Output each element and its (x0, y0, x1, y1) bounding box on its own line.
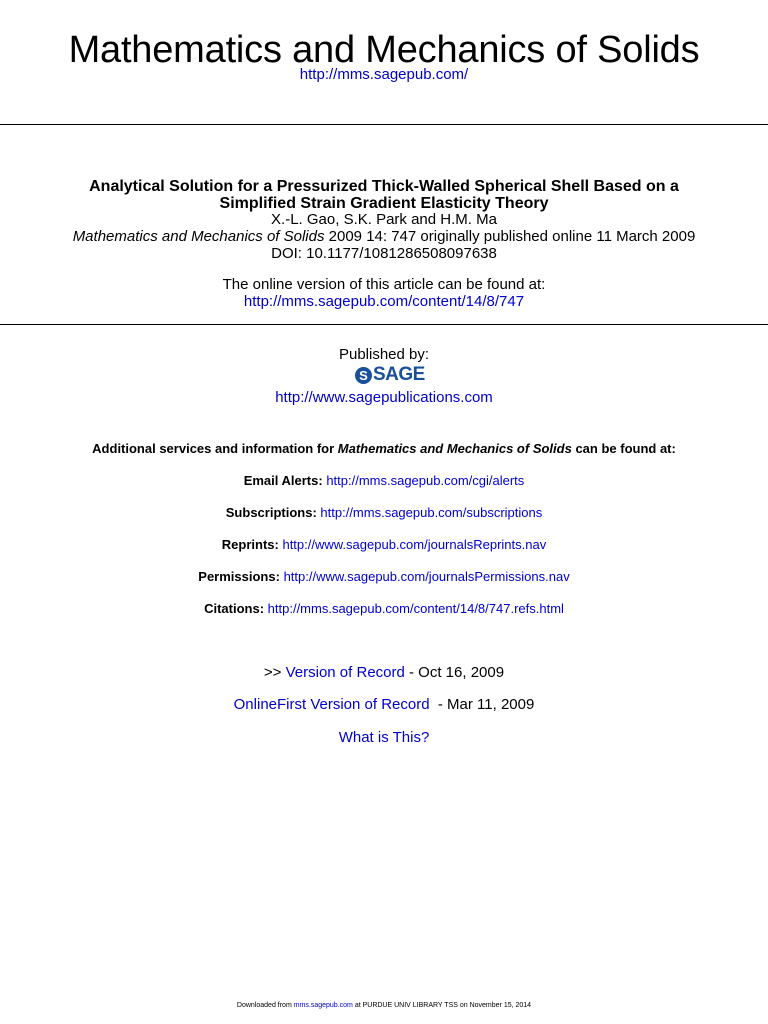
article-title (0, 178, 768, 212)
services-intro (0, 441, 768, 457)
citations-row (0, 601, 768, 617)
email-alerts-row (0, 473, 768, 489)
article-title-line-1: Analytical Solution for a Pressurized Thick-Walled Spherical Shell Based on a (89, 178, 679, 195)
version-of-record-row (0, 664, 768, 682)
services-intro-suffix: can be found at: (571, 441, 676, 456)
reprints-label: Reprints: (221, 537, 279, 552)
footer-suffix: at PURDUE UNIV LIBRARY TSS on November 15, 2014 (352, 1002, 532, 1009)
email-alerts-link[interactable]: http://mms.sagepub.com/cgi/alerts (326, 473, 525, 488)
publisher-url-row (0, 389, 768, 406)
subscriptions-row (0, 505, 768, 521)
what-is-this-row (0, 729, 768, 747)
article-authors: X.-L. Gao, S.K. Park and H.M. Ma (271, 211, 497, 228)
citations-link[interactable]: http://mms.sagepub.com/content/14/8/747.refs.html (267, 601, 564, 616)
online-version-link[interactable]: http://mms.sagepub.com/content/14/8/747 (243, 293, 525, 310)
citation-journal: Mathematics and Mechanics of Solids (72, 228, 325, 245)
onlinefirst-link[interactable]: OnlineFirst Version of Record (233, 696, 430, 713)
sage-logo-wordmark: SAGE (373, 364, 425, 385)
article-doi: DOI: 10.1177/1081286508097638 (271, 245, 497, 262)
sage-logo-icon: S (355, 367, 372, 384)
publisher-url-link[interactable]: http://www.sagepublications.com (275, 389, 493, 406)
citation-details: 2009 14: 747 originally published online 11 March 2009 (324, 228, 696, 245)
article-title-line-2: Simplified Strain Gradient Elasticity Theory (219, 195, 549, 212)
version-prefix: >> (263, 664, 286, 681)
citations-label: Citations: (204, 601, 265, 616)
journal-url-row (0, 66, 768, 84)
permissions-label: Permissions: (198, 569, 280, 584)
version-of-record-date: - Oct 16, 2009 (404, 664, 505, 681)
subscriptions-link[interactable]: http://mms.sagepub.com/subscriptions (320, 505, 543, 520)
footer-prefix: Downloaded from (236, 1002, 294, 1009)
download-footer (0, 1001, 768, 1010)
permissions-row (0, 569, 768, 585)
services-intro-prefix: Additional services and information for (92, 441, 338, 456)
top-divider (0, 124, 768, 125)
version-of-record-link[interactable]: Version of Record (285, 664, 405, 681)
reprints-link[interactable]: http://www.sagepub.com/journalsReprints.nav (282, 537, 547, 552)
sage-logo[interactable] (355, 364, 425, 386)
journal-title: Mathematics and Mechanics of Solids (68, 29, 700, 71)
reprints-row (0, 537, 768, 553)
subscriptions-label: Subscriptions: (225, 505, 317, 520)
article-citation (0, 228, 768, 245)
journal-url-link[interactable]: http://mms.sagepub.com/ (299, 66, 469, 83)
onlinefirst-row (0, 696, 768, 714)
what-is-this-link[interactable]: What is This? (338, 729, 430, 746)
onlinefirst-date: - Mar 11, 2009 (429, 696, 535, 713)
online-version-note: The online version of this article can be found at: (222, 276, 546, 293)
middle-divider (0, 324, 768, 325)
published-by-label: Published by: (338, 346, 430, 363)
online-version-url-row (0, 293, 768, 310)
email-alerts-label: Email Alerts: (243, 473, 323, 488)
services-intro-journal: Mathematics and Mechanics of Solids (337, 441, 572, 456)
permissions-link[interactable]: http://www.sagepub.com/journalsPermissions.nav (283, 569, 570, 584)
footer-site-link[interactable]: mms.sagepub.com (293, 1002, 353, 1009)
